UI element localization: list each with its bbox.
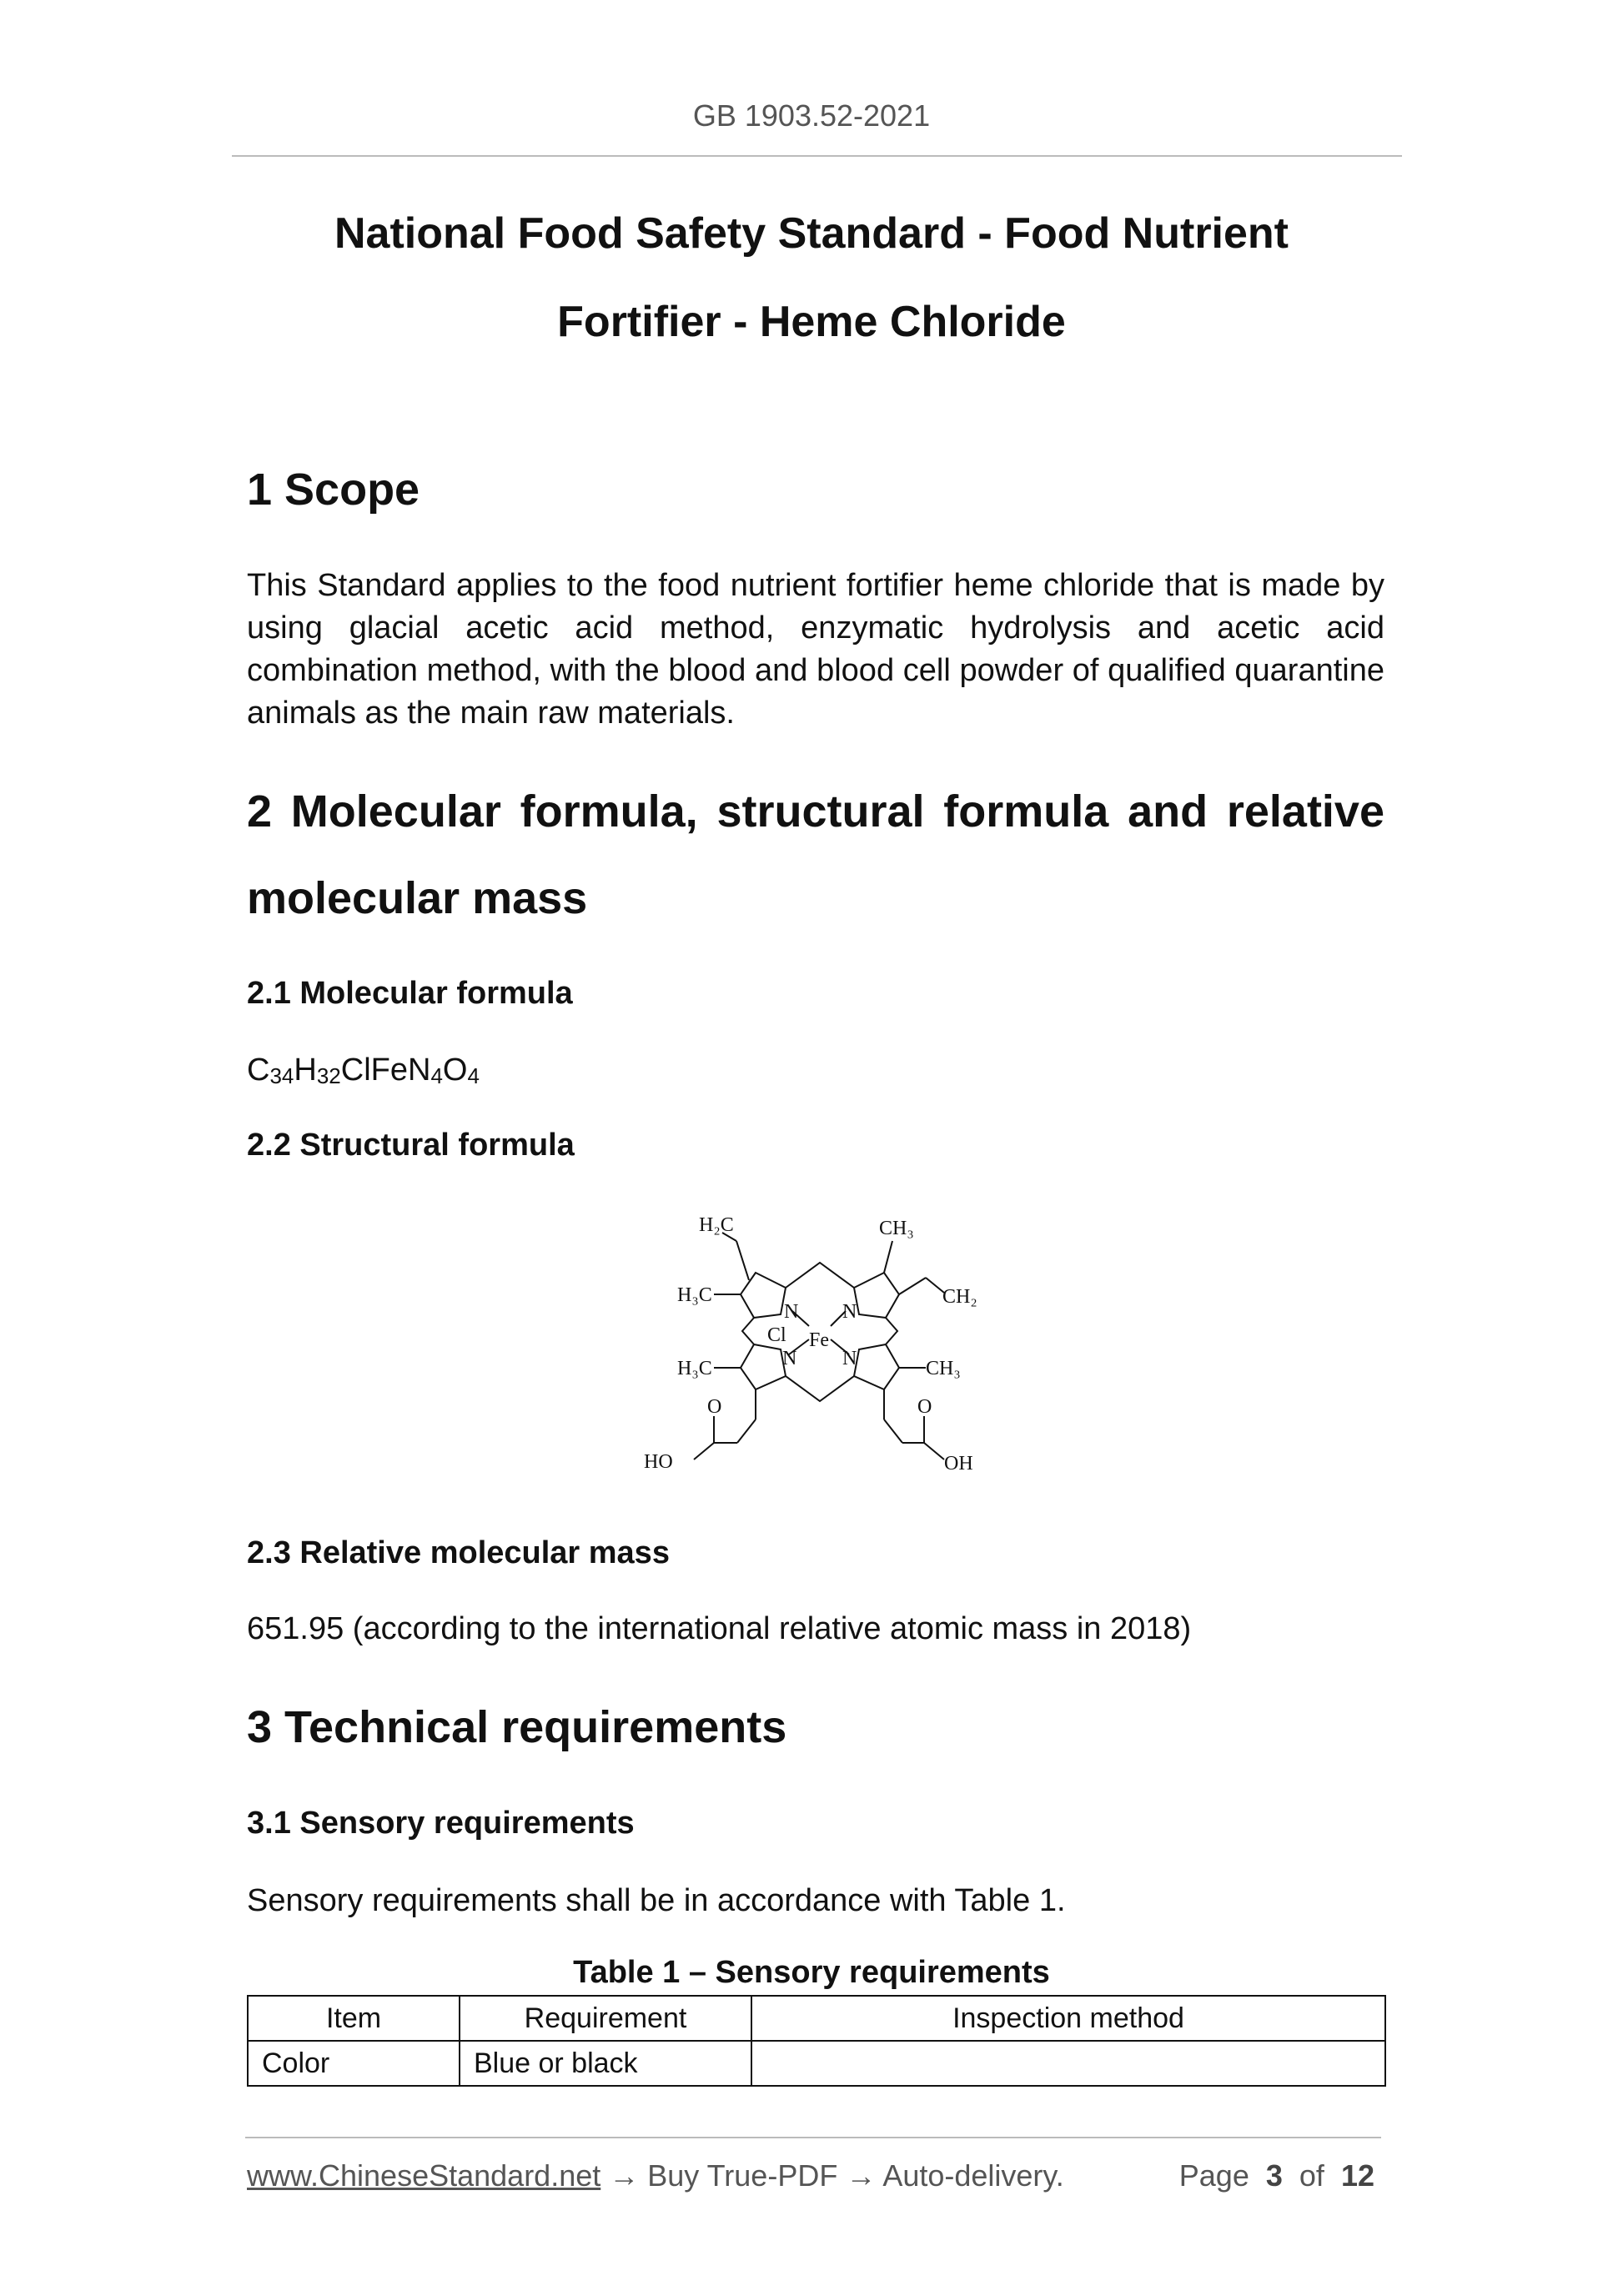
svg-text:CH₃: CH₃ (926, 1358, 961, 1379)
svg-text:CH₃: CH₃ (879, 1218, 914, 1239)
molecular-formula: $C_{34}H_{32}ClFeN_4O_4$ (247, 1053, 480, 1088)
sensory-requirements-table (247, 1995, 1386, 2087)
svg-text:O: O (917, 1396, 932, 1418)
svg-text:Cl: Cl (767, 1324, 786, 1346)
subsection-2-3-heading: 2.3 Relative molecular mass (247, 1535, 670, 1570)
footer-divider (245, 2137, 1381, 2138)
svg-text:OH: OH (944, 1453, 973, 1475)
header-item: Item (248, 1996, 460, 2041)
svg-text:HO: HO (644, 1451, 673, 1473)
header-divider (232, 155, 1402, 157)
subsection-2-2-heading: 2.2 Structural formula (247, 1128, 575, 1163)
table-1-caption: Table 1 – Sensory requirements (573, 1955, 1050, 1990)
section-2-heading-line1: 2 Molecular formula, structural formula and relative (247, 786, 1384, 837)
running-header: GB 1903.52-2021 (692, 98, 931, 133)
table-header-row (248, 1996, 1385, 2041)
cell-requirement: Blue or black (460, 2041, 751, 2086)
chinesestandard-link[interactable]: www.ChineseStandard.net (247, 2158, 601, 2193)
svg-text:CH₂: CH₂ (942, 1286, 977, 1308)
table-row (248, 2041, 1385, 2086)
relative-molecular-mass-text: 651.95 (according to the international relative atomic mass in 2018) (247, 1611, 1192, 1646)
scope-paragraph: This Standard applies to the food nutrient fortifier heme chloride that is made by using glacial acetic acid method, enzymatic hydrolysis and acetic acid combination method, with the blood and blood cell powder of qualified quarantine animals as the main raw materials. (247, 568, 1384, 731)
section-1-heading: 1 Scope (247, 465, 420, 515)
section-3-heading: 3 Technical requirements (247, 1702, 787, 1752)
subsection-3-1-heading: 3.1 Sensory requirements (247, 1806, 635, 1841)
subsection-2-1-heading: 2.1 Molecular formula (247, 976, 573, 1011)
svg-text:N: N (784, 1301, 799, 1323)
svg-text:N: N (782, 1348, 797, 1369)
document-title-line2: Fortifier - Heme Chloride (557, 298, 1066, 346)
svg-text:H₃C: H₃C (677, 1284, 712, 1306)
header-requirement: Requirement (460, 1996, 751, 2041)
svg-text:O: O (707, 1396, 722, 1418)
svg-text:H₃C: H₃C (677, 1358, 712, 1379)
sensory-requirements-text: Sensory requirements shall be in accordance with Table 1. (247, 1883, 1066, 1918)
footer-tagline: → Buy True-PDF → Auto-delivery. (600, 2158, 1064, 2193)
svg-text:N: N (842, 1348, 857, 1369)
header-inspection-method: Inspection method (751, 1996, 1385, 2041)
page-footer (247, 2158, 1383, 2193)
svg-text:H₂C: H₂C (699, 1214, 734, 1236)
section-2-heading-line2: molecular mass (247, 873, 588, 923)
heme-chloride-structure (634, 1201, 1001, 1485)
cell-inspection-method (751, 2041, 1385, 2086)
cell-item: Color (248, 2041, 460, 2086)
svg-text:Fe: Fe (809, 1329, 829, 1351)
document-title-line1: National Food Safety Standard - Food Nutrient (334, 209, 1289, 258)
page-indicator: Page 3 of 12 (1178, 2158, 1374, 2193)
svg-text:N: N (842, 1301, 857, 1323)
